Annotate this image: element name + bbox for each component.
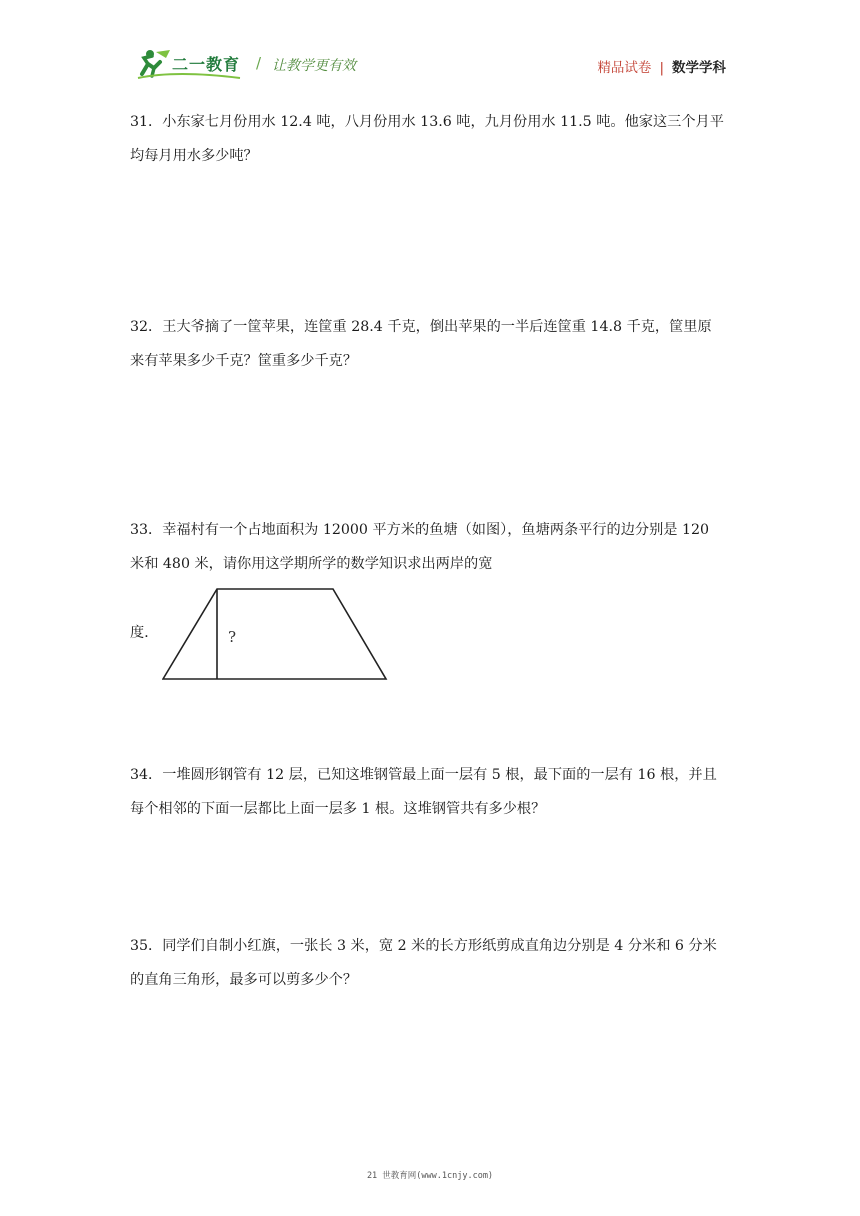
tag-separator: | [659,60,664,76]
page-header [0,0,860,90]
page-footer: 21 世教育网(www.1cnjy.com) [366,1171,494,1181]
trapezoid-pond-diagram [162,588,390,684]
height-question-mark: ? [228,628,237,646]
question-line: 33．幸福村有一个占地面积为 12000 平方米的鱼塘（如图），鱼塘两条平行的边分别是 120 [130,522,710,538]
tag-subject: 数学学科 [672,60,726,76]
question-line: 米和 480 米，请你用这学期所学的数学知识求出两岸的宽 [130,556,493,572]
question-line: 均每月用水多少吨？ [130,148,258,164]
question-line: 每个相邻的下面一层都比上面一层多 1 根。这堆钢管共有多少根？ [130,801,546,817]
question-line: 来有苹果多少千克？筐重多少千克？ [130,353,358,369]
question-33-figure-row [130,588,430,688]
brand-name: 二一教育 [172,55,241,74]
trapezoid-shape [163,589,386,679]
slogan-separator: / [256,54,262,72]
header-tags [597,56,726,76]
question-34 [130,758,732,826]
question-line: 31．小东家七月份用水 12.4 吨，八月份用水 13.6 吨，九月份用水 11.5 吨。他家这三个月平 [130,114,724,130]
question-32 [130,310,732,378]
slogan: 让教学更有效 [272,58,356,74]
question-line: 度． [130,625,159,641]
question-33 [130,513,732,581]
question-line: 32．王大爷摘了一筐苹果，连筐重 28.4 千克，倒出苹果的一半后连筐重 14.8 千克，筐里原 [130,319,712,335]
question-line: 34．一堆圆形钢管有 12 层，已知这堆钢管最上面一层有 5 根，最下面的一层有 16 根，并且 [130,767,717,783]
question-31 [130,105,732,173]
question-line: 的直角三角形，最多可以剪多少个？ [130,972,358,988]
question-35 [130,929,732,997]
question-line: 35．同学们自制小红旗，一张长 3 米，宽 2 米的长方形纸剪成直角边分别是 4 分米和 6 分米 [130,938,717,954]
tag-premium: 精品试卷 [597,60,652,76]
